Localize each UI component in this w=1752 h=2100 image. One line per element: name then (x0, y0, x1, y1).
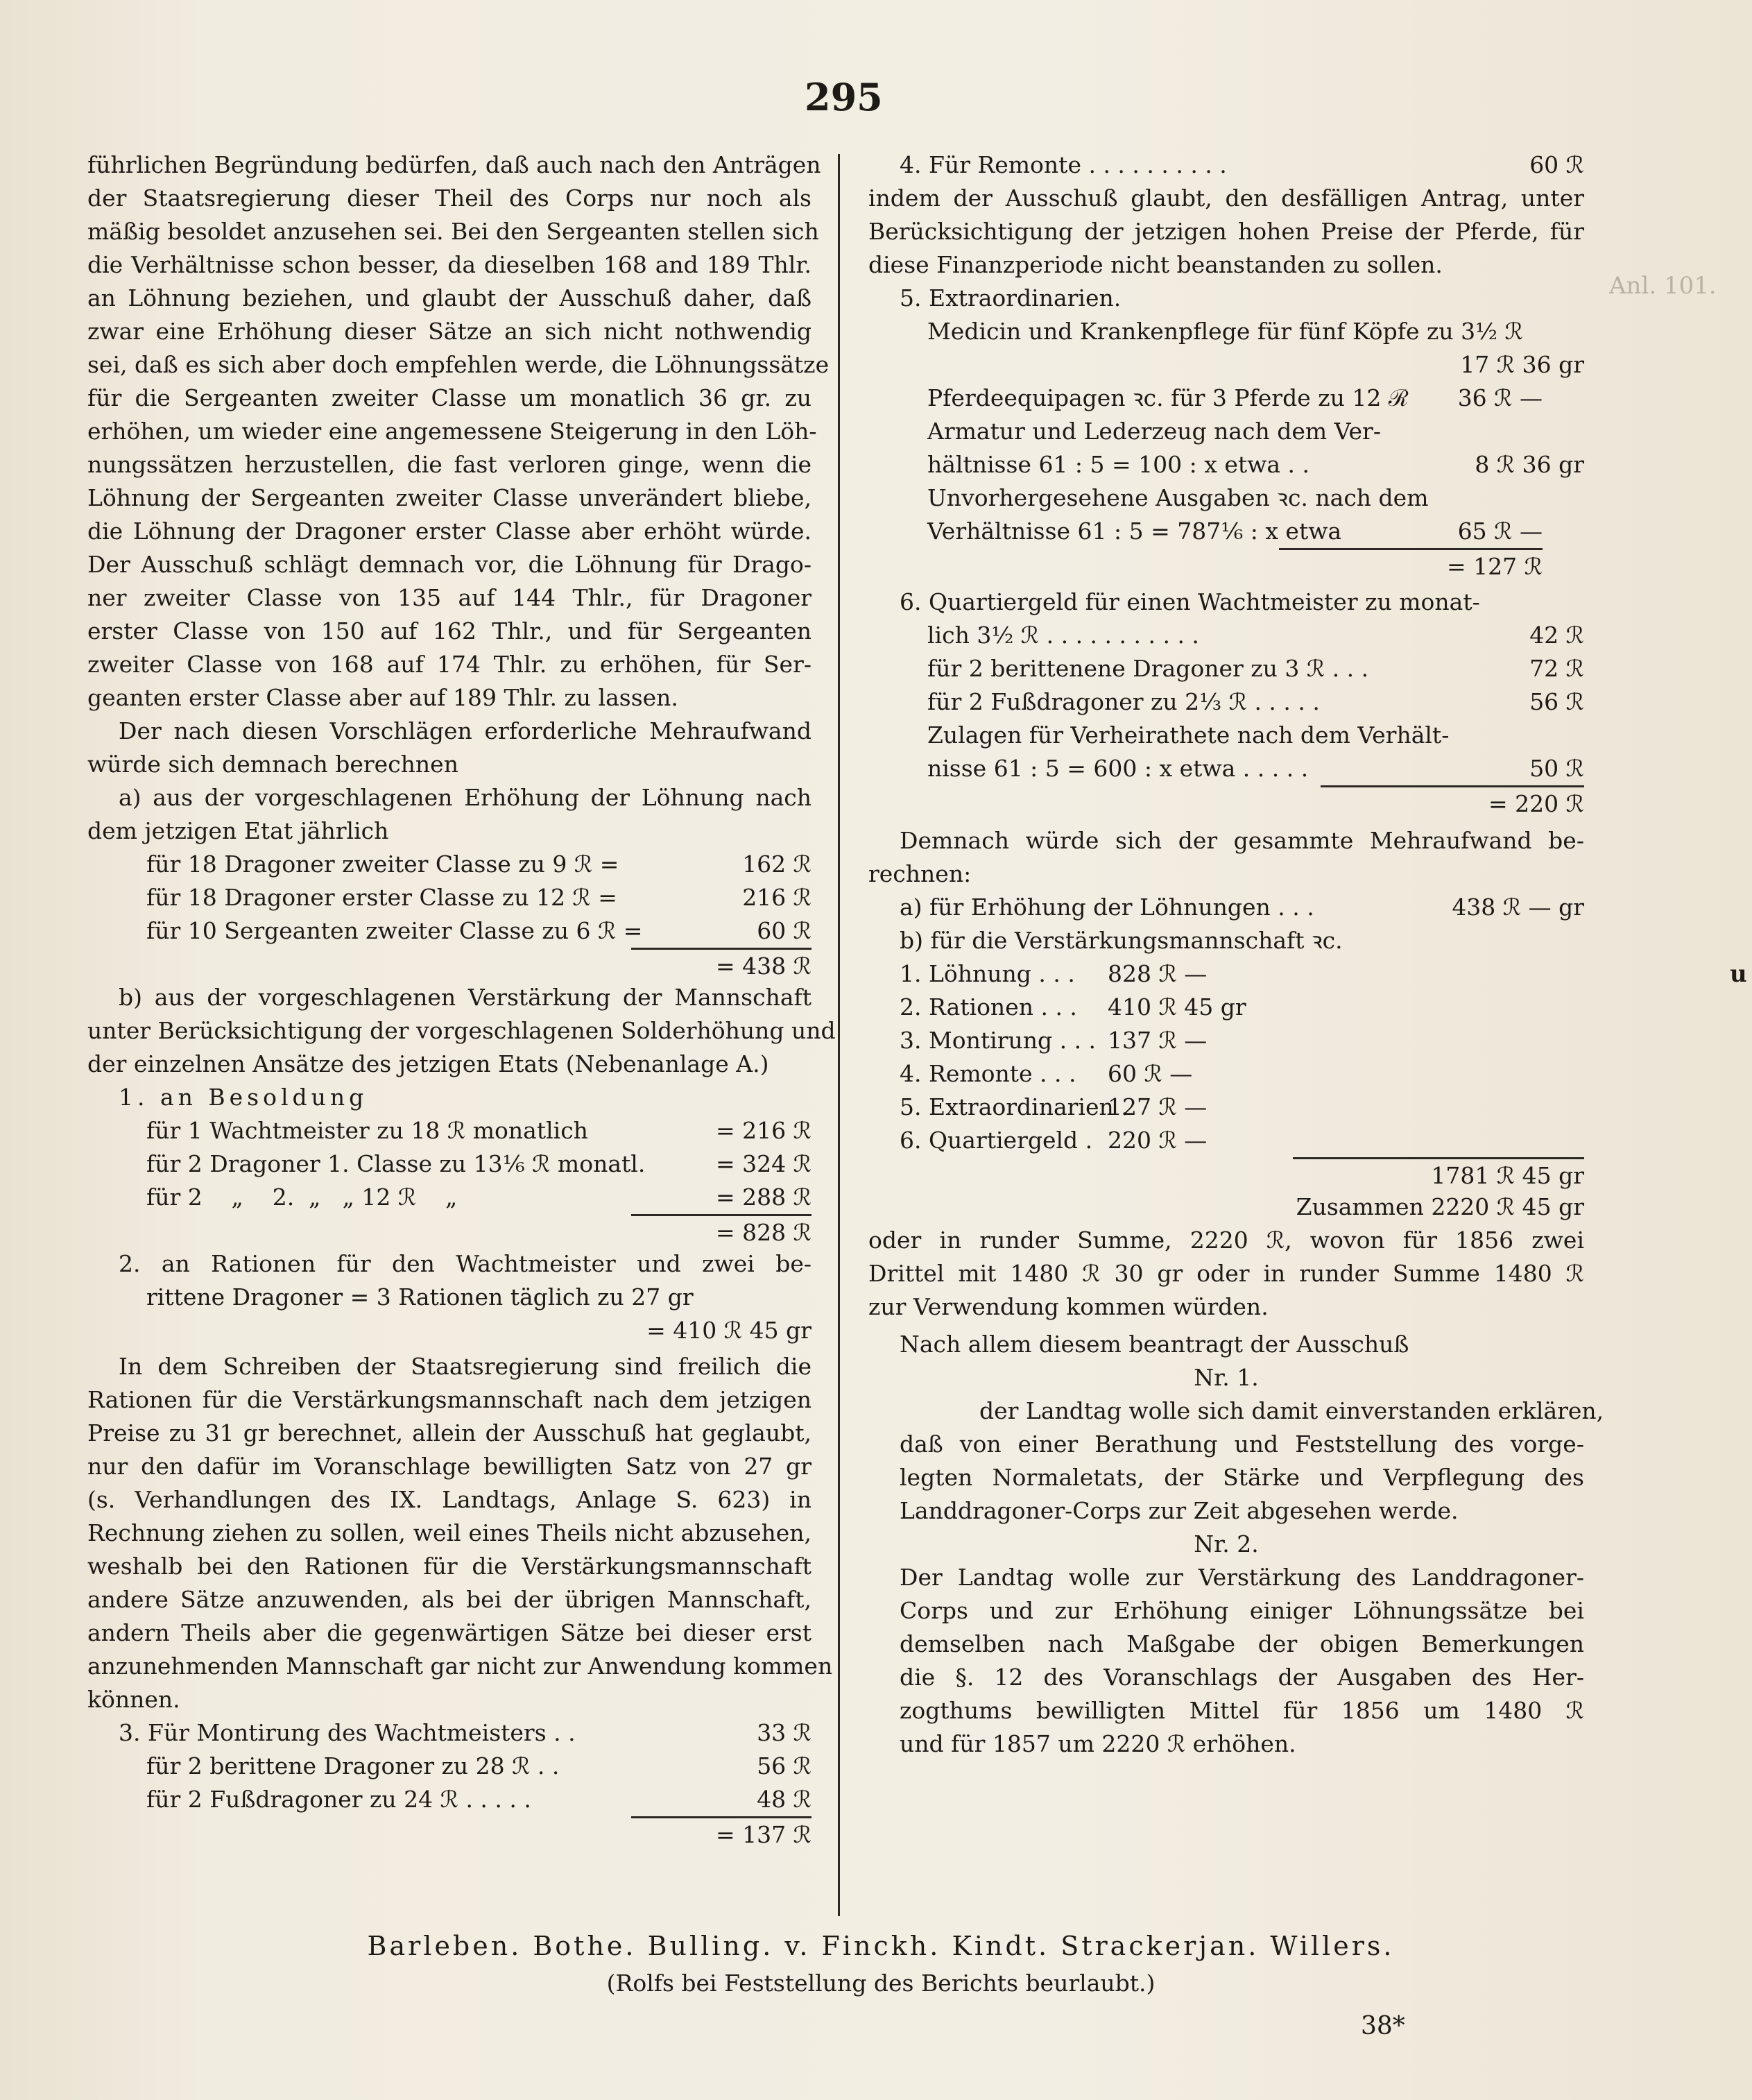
list-item (868, 1024, 1584, 1057)
table-row (868, 481, 1584, 515)
text-line: für die Sergeanten zweiter Classe um monatlich 36 gr. zu (87, 384, 811, 411)
row-label: für 1 Wachtmeister zu 18 ℛ monatlich (146, 1117, 588, 1144)
table-row (87, 1716, 811, 1750)
row-label: nisse 61 : 5 = 600 : x etwa . . . . . (927, 755, 1309, 782)
text-line: zur Verwendung kommen würden. (868, 1293, 1269, 1320)
item-amount: 137 ℛ — (1108, 1027, 1208, 1054)
row-label: für 2 berittenene Dragoner zu 3 ℛ . . . (927, 655, 1369, 682)
motion-number: Nr. 2. (1194, 1530, 1259, 1557)
table-row (868, 348, 1584, 382)
list-item (868, 1057, 1584, 1091)
row-amount: 60 ℛ (757, 917, 811, 944)
text-line: rechnen: (868, 860, 972, 887)
text-line: zwar eine Erhöhung dieser Sätze an sich nicht nothwendig (87, 318, 811, 345)
row-amount: 162 ℛ (742, 851, 811, 878)
row-label: 6. Quartiergeld für einen Wachtmeister zu monat- (900, 588, 1480, 615)
text-line: Rechnung ziehen zu sollen, weil eines Theils nicht abzusehen, (87, 1519, 811, 1546)
margin-letter: u (1730, 960, 1747, 988)
text-line: Der Landtag wolle zur Verstärkung des Landdragoner- (900, 1564, 1584, 1591)
text-line: Corps und zur Erhöhung einiger Löhnungssätze bei (900, 1597, 1584, 1624)
table-row (87, 1750, 811, 1783)
row-label: für 2 Fußdragoner zu 2⅓ ℛ . . . . . (927, 688, 1320, 715)
row-amount: 438 ℛ — gr (1452, 894, 1584, 921)
item-label: 6. Quartiergeld . (900, 1127, 1093, 1154)
text-line: zogthums bewilligten Mittel für 1856 um 1480 ℛ (900, 1697, 1584, 1724)
row-label: lich 3½ ℛ . . . . . . . . . . . (927, 622, 1199, 649)
sheet-signature-mark: 38* (1361, 2012, 1405, 2040)
text-line: nur den dafür im Voranschlage bewilligten Satz von 27 gr (87, 1453, 811, 1480)
row-label: Zulagen für Verheirathete nach dem Verhält- (927, 722, 1450, 749)
section-b-heading: b) aus der vorgeschlagenen Verstärkung der Mannschaft (119, 984, 811, 1011)
subtotal-amount: = 220 ℛ (1321, 785, 1584, 819)
item-amount: 828 ℛ — (1108, 960, 1208, 987)
row-amount: 42 ℛ (1529, 622, 1584, 649)
text-line: erster Classe von 150 auf 162 Thlr., und für Sergeanten (87, 617, 811, 644)
subtotal-amount: = 127 ℛ (1279, 548, 1543, 581)
text-line: ner zweiter Classe von 135 auf 144 Thlr., für Dragoner (87, 584, 811, 611)
subsection-heading: 1. an Besoldung (119, 1084, 368, 1111)
item-label: 5. Extraordinarien . (900, 1093, 1128, 1120)
row-amount: 56 ℛ (1529, 688, 1584, 715)
text-line: Landdragoner-Corps zur Zeit abgesehen werde. (900, 1497, 1459, 1524)
subtotal-row (868, 1157, 1584, 1190)
text-line: In dem Schreiben der Staatsregierung sind freilich die (119, 1353, 811, 1380)
motion-number: Nr. 1. (1194, 1364, 1259, 1391)
signatures: Barleben. Bothe. Bulling. v. Finckh. Kindt. Strackerjan. Willers. (367, 1931, 1395, 1961)
text-line: können. (87, 1686, 180, 1713)
text-line: andere Sätze anzuwenden, als bei der übrigen Mannschaft, (87, 1586, 811, 1613)
item-label: 2. Rationen . . . (900, 993, 1077, 1021)
text-line: Rationen für die Verstärkungsmannschaft nach dem jetzigen (87, 1386, 811, 1413)
paragraph-sergeanten (87, 148, 830, 715)
text-line: die §. 12 des Voranschlags der Ausgaben des Her- (900, 1664, 1584, 1691)
subtotal-row (87, 1214, 811, 1247)
table-row (87, 881, 811, 914)
text-line: und für 1857 um 2220 ℛ erhöhen. (900, 1730, 1296, 1757)
subtotal-amount: = 410 ℛ 45 gr (646, 1317, 811, 1344)
row-label: für 2 berittene Dragoner zu 28 ℛ . . (146, 1752, 560, 1779)
text-line: Preise zu 31 gr berechnet, allein der Ausschuß hat geglaubt, (87, 1419, 811, 1446)
row-label: Unvorhergesehene Ausgaben ꝛc. nach dem (927, 484, 1429, 511)
text-line: (s. Verhandlungen des IX. Landtags, Anlage S. 623) in (87, 1486, 811, 1513)
row-label: hältnisse 61 : 5 = 100 : x etwa . . (927, 451, 1310, 478)
row-label: a) für Erhöhung der Löhnungen . . . (900, 894, 1314, 921)
row-amount: 17 ℛ 36 gr (1460, 351, 1584, 378)
subtotal-amount: 1781 ℛ 45 gr (1293, 1157, 1584, 1190)
table-row (868, 752, 1584, 785)
item-amount: 410 ℛ 45 gr (1108, 993, 1246, 1021)
text-line: zweiter Classe von 168 auf 174 Thlr. zu erhöhen, für Ser- (87, 651, 811, 678)
row-amount: 36 ℛ — (1457, 384, 1543, 411)
text-line: Drittel mit 1480 ℛ 30 gr oder in runder Summe 1480 ℛ (868, 1260, 1584, 1287)
list-item (868, 957, 1584, 991)
text-line: demselben nach Maßgabe der obigen Bemerkungen (900, 1630, 1584, 1657)
table-row (868, 515, 1584, 548)
motion-intro: Nach allem diesem beantragt der Ausschuß (900, 1331, 1409, 1358)
row-label: 4. Für Remonte . . . . . . . . . . (900, 151, 1227, 178)
text-line: oder in runder Summe, 2220 ℛ, wovon für 1856 zwei (868, 1227, 1584, 1254)
table-row (868, 891, 1584, 924)
table-row (868, 415, 1584, 448)
row-label: 3. Für Montirung des Wachtmeisters . . (119, 1719, 576, 1746)
item-label: 1. Löhnung . . . (900, 960, 1075, 987)
row-label: für 10 Sergeanten zweiter Classe zu 6 ℛ = (146, 917, 643, 944)
row-amount: = 324 ℛ (716, 1150, 811, 1177)
item-amount: 127 ℛ — (1108, 1093, 1208, 1120)
subtotal-row (87, 1816, 811, 1850)
text-line: Der Ausschuß schlägt demnach vor, die Löhnung für Drago- (87, 551, 811, 578)
text-line: Löhnung der Sergeanten zweiter Classe unverändert bliebe, (87, 484, 811, 511)
text-line: anzunehmenden Mannschaft gar nicht zur Anwendung kommen (87, 1653, 833, 1680)
row-amount: 33 ℛ (757, 1719, 811, 1746)
text-line: indem der Ausschuß glaubt, den desfälligen Antrag, unter (868, 185, 1584, 212)
text-line: erhöhen, um wieder eine angemessene Steigerung in den Löh- (87, 418, 817, 445)
subtotal-amount: = 828 ℛ (631, 1214, 811, 1247)
row-label: für 18 Dragoner zweiter Classe zu 9 ℛ = (146, 851, 619, 878)
subtotal-row (868, 785, 1584, 819)
table-row (87, 848, 811, 881)
table-row (87, 1114, 811, 1147)
text-line: diese Finanzperiode nicht beanstanden zu sollen. (868, 251, 1443, 278)
text-line: Berücksichtigung der jetzigen hohen Preise der Pferde, für (868, 218, 1584, 245)
table-row (868, 652, 1584, 685)
row-amount: = 288 ℛ (716, 1184, 811, 1211)
table-row (868, 448, 1584, 481)
row-label: für 2 „ 2. „ „ 12 ℛ „ (146, 1184, 458, 1211)
table-row (868, 315, 1584, 348)
grand-total: Zusammen 2220 ℛ 45 gr (1296, 1193, 1584, 1220)
table-row (868, 586, 1584, 619)
text-line: würde sich demnach berechnen (87, 751, 458, 778)
subsection-heading: 2. an Rationen für den Wachtmeister und zwei be- (119, 1250, 811, 1277)
text-line: der Staatsregierung dieser Theil des Corps nur noch als (87, 185, 811, 212)
text-line: führlichen Begründung bedürfen, daß auch nach den Anträgen (87, 151, 821, 178)
row-label: für 2 Dragoner 1. Classe zu 13⅙ ℛ monatl. (146, 1150, 646, 1177)
text-line: Demnach würde sich der gesammte Mehraufwand be- (900, 827, 1584, 854)
text-line: weshalb bei den Rationen für die Verstärkungsmannschaft (87, 1553, 811, 1580)
row-amount: 72 ℛ (1529, 655, 1584, 682)
text-line: sei, daß es sich aber doch empfehlen werde, die Löhnungssätze (87, 351, 830, 378)
item-label: 3. Montirung . . . (900, 1027, 1097, 1054)
text-line: an Löhnung beziehen, und glaubt der Ausschuß daher, daß (87, 284, 811, 311)
subtotal-row (87, 1314, 811, 1347)
list-item (868, 991, 1584, 1024)
text-line: nungssätzen herzustellen, die fast verloren ginge, wenn die (87, 451, 811, 478)
table-row (87, 1147, 811, 1181)
row-label: Verhältnisse 61 : 5 = 787⅙ : x etwa (927, 518, 1342, 545)
text-line: der einzelnen Ansätze des jetzigen Etats (Nebenanlage A.) (87, 1050, 769, 1077)
table-row (87, 1181, 811, 1214)
row-amount: 50 ℛ (1529, 755, 1584, 782)
text-line: mäßig besoldet anzusehen sei. Bei den Sergeanten stellen sich (87, 218, 819, 245)
list-item (868, 1124, 1584, 1157)
text-line: die Löhnung der Dragoner erster Classe aber erhöht würde. (87, 518, 811, 545)
table-row (868, 685, 1584, 719)
text-line: daß von einer Berathung und Feststellung des vorge- (900, 1431, 1584, 1458)
column-divider (838, 154, 840, 1916)
grand-total-row (868, 1190, 1584, 1224)
row-label: für 2 Fußdragoner zu 24 ℛ . . . . . (146, 1786, 531, 1813)
row-amount: 216 ℛ (742, 884, 811, 911)
paragraph-rationen (87, 1350, 833, 1716)
list-item (868, 1091, 1584, 1124)
left-column (87, 148, 836, 1850)
page-number: 295 (805, 75, 883, 119)
table-row (868, 719, 1584, 752)
text-line: Der nach diesen Vorschlägen erforderliche Mehraufwand (119, 717, 811, 744)
subsection-heading: b) für die Verstärkungsmannschaft ꝛc. (900, 927, 1343, 954)
row-label: für 18 Dragoner erster Classe zu 12 ℛ = (146, 884, 617, 911)
subtotal-amount: = 438 ℛ (631, 948, 811, 981)
subtotal-row (87, 948, 811, 981)
section-a-heading: a) aus der vorgeschlagenen Erhöhung der Löhnung nach (119, 784, 811, 811)
item-label: 4. Remonte . . . (900, 1060, 1076, 1087)
text-line: andern Theils aber die gegenwärtigen Sätze bei dieser erst (87, 1619, 811, 1646)
text-line: der Landtag wolle sich damit einverstanden erklären, (979, 1397, 1604, 1424)
table-row (868, 148, 1584, 182)
table-row (87, 1783, 811, 1816)
text-line: geanten erster Classe aber auf 189 Thlr. zu lassen. (87, 684, 678, 711)
row-label: Armatur und Lederzeug nach dem Ver- (927, 418, 1381, 445)
table-row (868, 382, 1584, 415)
subsection-heading: 5. Extraordinarien. (900, 284, 1122, 311)
text-line: legten Normaletats, der Stärke und Verpflegung des (900, 1464, 1584, 1491)
row-label: Medicin und Krankenpflege für fünf Köpfe zu 3½ ℛ (927, 318, 1523, 345)
text-line: dem jetzigen Etat jährlich (87, 817, 389, 844)
table-row (868, 619, 1584, 652)
row-amount: 65 ℛ — (1457, 518, 1543, 545)
item-amount: 220 ℛ — (1108, 1127, 1208, 1154)
text-line: unter Berücksichtigung der vorgeschlagenen Solderhöhung und (87, 1017, 836, 1044)
row-amount: 48 ℛ (757, 1786, 811, 1813)
item-amount: 60 ℛ — (1108, 1060, 1193, 1087)
row-amount: = 216 ℛ (716, 1117, 811, 1144)
row-amount: 60 ℛ (1529, 151, 1584, 178)
right-column (868, 148, 1604, 1761)
row-label: Pferdeequipagen ꝛc. für 3 Pferde zu 12 ℛ (927, 384, 1409, 411)
table-row (87, 914, 811, 948)
bleed-through-text: Anl. 101. (1609, 272, 1717, 300)
signature-note: (Rolfs bei Feststellung des Berichts beurlaubt.) (606, 1970, 1156, 1997)
subtotal-row (868, 548, 1584, 581)
subtotal-amount: = 137 ℛ (631, 1816, 811, 1850)
row-amount: 8 ℛ 36 gr (1475, 451, 1584, 478)
text-line: rittene Dragoner = 3 Rationen täglich zu 27 gr (146, 1283, 694, 1311)
row-amount: 56 ℛ (757, 1752, 811, 1779)
text-line: die Verhältnisse schon besser, da dieselben 168 and 189 Thlr. (87, 251, 811, 278)
